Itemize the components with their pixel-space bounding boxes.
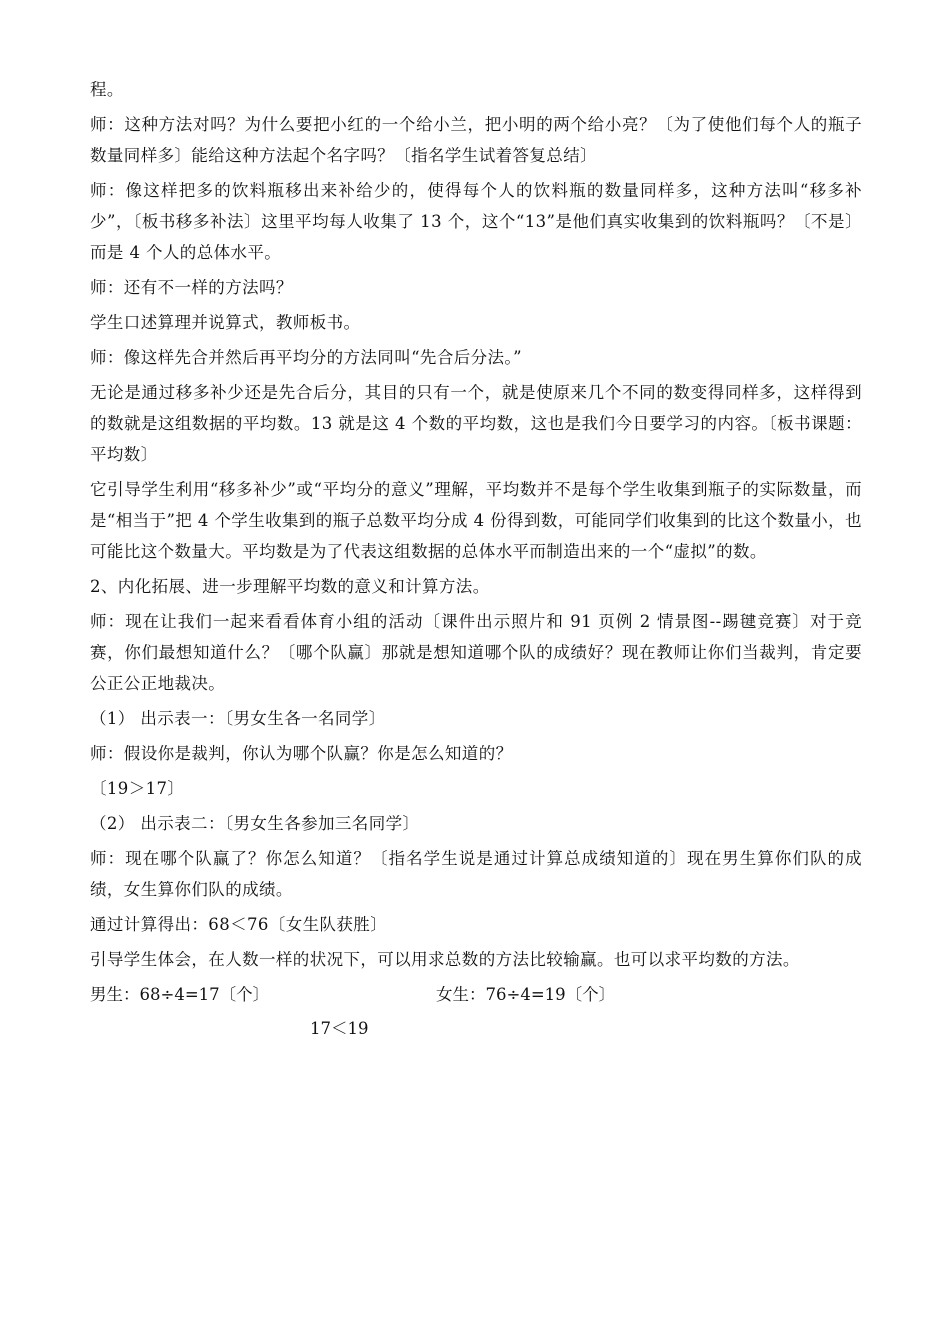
paragraph-teacher-question-method: 师：这种方法对吗？为什么要把小红的一个给小兰，把小明的两个给小亮？〔为了使他们每个人的瓶子数量同样多〕能给这种方法起个名字吗？〔指名学生试着答复总结〕	[90, 115, 862, 165]
paragraph-average-meaning: 它引导学生利用“移多补少”或“平均分的意义”理解，平均数并不是每个学生收集到瓶子的实际数量，而是“相当于”把 4 个学生收集到的瓶子总数平均分成 4 份得到数，可能同学们收集到的比这个数量小，也可能比这个数量大。平均数是为了代表这组数据的总体水平而制造出来的一个“虚拟”的数。	[90, 480, 862, 561]
paragraph-which-team-wins: 师：现在哪个队赢了？你怎么知道？〔指名学生说是通过计算总成绩知道的〕现在男生算你们队的成绩，女生算你们队的成绩。	[90, 849, 862, 899]
paragraph-combine-then-divide: 师：像这样先合并然后再平均分的方法同叫“先合后分法。”	[90, 348, 522, 367]
paragraph-sports-group-activity: 师：现在让我们一起来看看体育小组的活动〔课件出示照片和 91 页例 2 情景图--踢毽竞赛〕对于竞赛，你们最想知道什么？〔哪个队赢〕那就是想知道哪个队的成绩好？现在教师让你们当裁判，肯定要公正公正地裁决。	[90, 612, 862, 693]
paragraph-comparison-19-17: 〔19＞17〕	[90, 779, 185, 798]
paragraph-average-definition: 无论是通过移多补少还是先合后分，其目的只有一个，就是使原来几个不同的数变得同样多，这样得到的数就是这组数据的平均数。13 就是这 4 个数的平均数，这也是我们今日要学习的内容。〔板书课题：平均数〕	[90, 383, 862, 464]
paragraph-calculation-result: 通过计算得出：68＜76〔女生队获胜〕	[90, 915, 388, 934]
document-body	[90, 74, 862, 1044]
section-heading-2: 2、内化拓展、进一步理解平均数的意义和计算方法。	[90, 577, 490, 596]
average-calculation-row	[90, 979, 862, 1010]
paragraph-move-more-fill-less: 师：像这样把多的饮料瓶移出来补给少的，使得每个人的饮料瓶的数量同样多，这种方法叫“移多补少”，〔板书移多补法〕这里平均每人收集了 13 个，这个“13”是他们真实收集到的饮料瓶吗？〔不是〕而是 4 个人的总体水平。	[90, 181, 862, 262]
paragraph-student-explains: 学生口述算理并说算式，教师板书。	[90, 313, 361, 332]
paragraph-guide-students: 引导学生体会，在人数一样的状况下，可以用求总数的方法比较输赢。也可以求平均数的方法。	[90, 950, 800, 969]
paragraph-table-two: （2） 出示表二：〔男女生各参加三名同学〕	[90, 814, 420, 833]
paragraph-continuation: 程。	[90, 80, 124, 99]
paragraph-referee-question: 师：假设你是裁判，你认为哪个队赢？你是怎么知道的？	[90, 744, 513, 763]
boys-average-formula: 男生：68÷4=17〔个〕	[90, 985, 270, 1004]
paragraph-table-one: （1） 出示表一：〔男女生各一名同学〕	[90, 709, 386, 728]
average-comparison: 17＜19	[310, 1019, 369, 1038]
girls-average-formula: 女生：76÷4=19〔个〕	[436, 985, 616, 1004]
paragraph-other-method-question: 师：还有不一样的方法吗？	[90, 278, 293, 297]
